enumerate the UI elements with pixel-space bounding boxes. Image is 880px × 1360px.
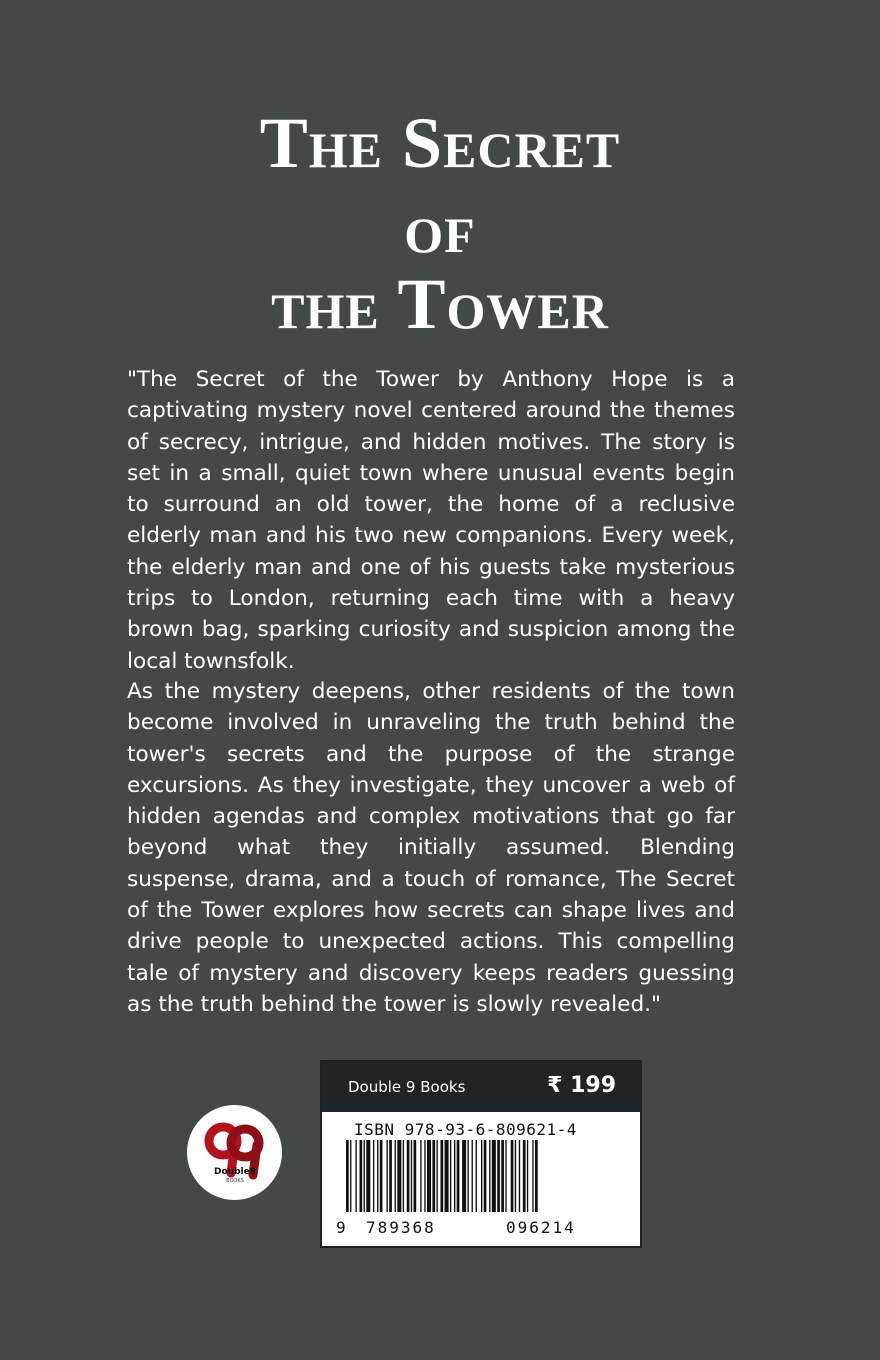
barcode-bar <box>489 1140 490 1212</box>
barcode-bar <box>420 1140 421 1212</box>
logo-subtext: BOOKS <box>226 1178 244 1184</box>
barcode-bar <box>484 1140 487 1212</box>
barcode-bar <box>497 1140 500 1212</box>
publisher-name: Double 9 Books <box>348 1078 466 1096</box>
barcode-bar <box>454 1140 455 1212</box>
barcode-bar <box>481 1140 482 1212</box>
barcode-bar <box>414 1140 417 1212</box>
barcode-bar <box>476 1140 477 1212</box>
barcode-bar <box>462 1140 466 1212</box>
barcode-bar <box>535 1140 538 1212</box>
barcode-bar <box>395 1140 396 1212</box>
barcode-bar <box>527 1140 528 1212</box>
barcode-bar <box>532 1140 533 1212</box>
publisher-logo-icon <box>187 1105 282 1200</box>
blurb-paragraph-2: As the mystery deepens, other residents of the town become involved in unraveling the truth behind the tower's secrets and the purpose of the strange excursions. As they investigate, they uncover a web of hidden agendas and complex motivations that go far beyond what they initially assumed. Blending suspense, drama, and a touch of romance, The Secret of the Tower explores how secrets can shape lives and drive people to unexpected actions. This compelling tale of mystery and discovery keeps readers guessing as the truth behind the tower is slowly revealed." <box>127 679 735 1017</box>
barcode-bar <box>450 1140 451 1212</box>
barcode-bar <box>411 1140 412 1212</box>
price-bar <box>322 1062 640 1112</box>
isbn-label: ISBN 978-93-6-809621-4 <box>354 1120 577 1139</box>
barcode-bar <box>492 1140 496 1212</box>
barcode-bar <box>355 1140 356 1212</box>
barcode-bar <box>360 1140 363 1212</box>
barcode-bar <box>468 1140 469 1212</box>
barcode-bar <box>441 1140 444 1212</box>
barcode-bar <box>505 1140 506 1212</box>
barcode-bar <box>403 1140 404 1212</box>
barcode-digits-right: 096214 <box>506 1218 576 1237</box>
barcode-bar <box>389 1140 392 1212</box>
barcode-bar <box>511 1140 514 1212</box>
blurb-paragraph-1: "The Secret of the Tower by Anthony Hope is a captivating mystery novel centered around the themes of secrecy, intrigue, and hidden motives. The story is set in a small, quiet town where unusual events begin to surround an old tower, the home of a reclusive elderly man and his two new companions. Every week, the elderly man and one of his guests take mysterious trips to London, returning each time with a heavy brown bag, sparking curiosity and suspicion among the local townsfolk. <box>127 367 735 674</box>
barcode-bar <box>373 1140 374 1212</box>
barcode-bar <box>366 1140 370 1212</box>
barcode-bar <box>501 1140 504 1212</box>
barcode-bar <box>519 1140 520 1212</box>
barcode-bar <box>424 1140 425 1212</box>
barcode-bar <box>364 1140 365 1212</box>
barcode <box>342 1140 622 1220</box>
barcode-bar <box>432 1140 435 1212</box>
barcode-bar <box>515 1140 516 1212</box>
barcode-bar <box>387 1140 388 1212</box>
barcode-bar <box>445 1140 449 1212</box>
title-line-2: of <box>404 188 476 268</box>
barcode-bar <box>427 1140 431 1212</box>
barcode-bar <box>436 1140 437 1212</box>
barcode-bar <box>523 1140 526 1212</box>
barcode-bar <box>472 1140 473 1212</box>
barcode-bar <box>346 1140 349 1212</box>
logo-text: Double9 <box>214 1167 256 1177</box>
title-line-1: The Secret <box>259 103 621 183</box>
title-line-3: the Tower <box>271 264 609 344</box>
price: ₹ 199 <box>547 1073 616 1098</box>
barcode-bar <box>380 1140 383 1212</box>
barcode-bar <box>457 1140 460 1212</box>
barcode-digit-first: 9 <box>336 1218 346 1237</box>
barcode-bar <box>350 1140 351 1212</box>
barcode-bar <box>397 1140 401 1212</box>
price-barcode-box <box>320 1060 642 1248</box>
barcode-bar <box>407 1140 410 1212</box>
barcode-digits-left: 789368 <box>366 1218 436 1237</box>
barcode-bar <box>377 1140 378 1212</box>
